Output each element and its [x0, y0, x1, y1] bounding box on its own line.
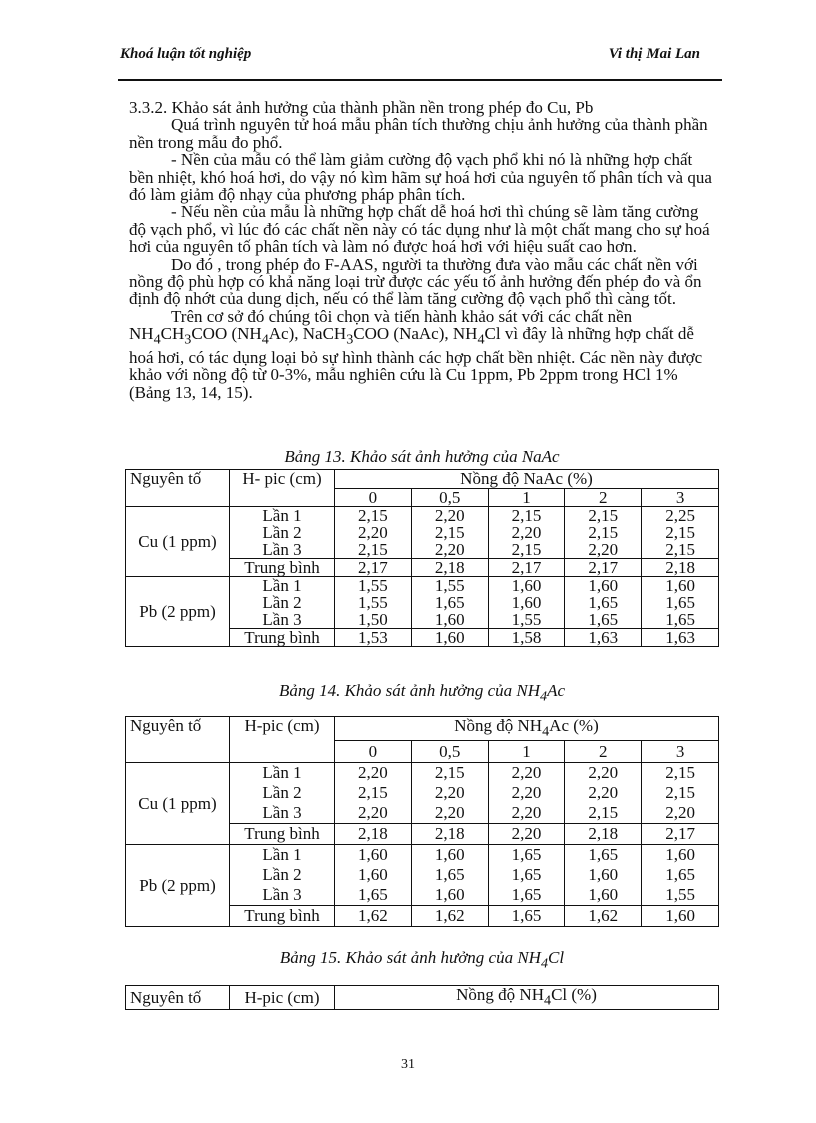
value-cell: 1,65: [335, 885, 412, 906]
value-cell: 1,65: [565, 611, 642, 629]
value-cell: 2,20: [335, 803, 412, 824]
element-cell: Pb (2 ppm): [126, 845, 230, 927]
col-header-concentration: Nồng độ $NH_4Cl$ (%): [335, 986, 719, 1010]
table-15: [125, 985, 719, 1010]
average-label: Trung bình: [230, 906, 335, 927]
value-cell: 1,60: [488, 594, 565, 611]
average-label: Trung bình: [230, 824, 335, 845]
average-value: 2,18: [335, 824, 412, 845]
table-13: [125, 469, 719, 647]
value-cell: 2,15: [335, 507, 412, 525]
table-14: [125, 716, 719, 927]
average-value: 1,62: [565, 906, 642, 927]
value-cell: 2,15: [335, 541, 412, 559]
header-rule: [118, 79, 722, 81]
value-cell: 2,15: [642, 541, 719, 559]
table-13-caption: Bảng 13. Khảo sát ảnh hưởng của NaAc: [284, 447, 560, 466]
paragraph: - Nền của mẫu có thể làm giảm cường độ vạch phổ khi nó là những hợp chất bền nhiệt, khó hoá hơi, do vậy nó kìm hãm sự hoá hơi của nguyên tố phân tích và qua đó làm giảm độ nhạy của phương pháp phân tích.: [129, 150, 712, 205]
value-cell: 1,60: [411, 845, 488, 866]
value-cell: 1,60: [565, 885, 642, 906]
value-cell: 1,65: [488, 865, 565, 885]
value-cell: 2,15: [565, 507, 642, 525]
table-15-caption: Bảng 15. Khảo sát ảnh hưởng của $NH_4Cl$: [279, 948, 565, 972]
table-row: [126, 507, 719, 525]
conc-header: 0: [335, 741, 412, 763]
paragraph: - Nếu nền của mẫu là những hợp chất dễ hoá hơi thì chúng sẽ làm tăng cường độ vạch phổ, vì lúc đó các chất nền này có tác dụng như là một chất mang cho sự hoá hơi của nguyên tố phân tích và làm nó được hoá hơi với hiệu suất cao hơn.: [129, 202, 710, 257]
replicate-label: Lần 2: [230, 865, 335, 885]
conc-header: 1: [488, 741, 565, 763]
col-header-peak: H- pic (cm): [230, 470, 335, 507]
table-row: [126, 845, 719, 866]
value-cell: 2,20: [565, 541, 642, 559]
value-cell: 2,15: [642, 763, 719, 784]
value-cell: 2,20: [565, 763, 642, 784]
value-cell: 1,65: [411, 594, 488, 611]
average-value: 1,60: [642, 906, 719, 927]
replicate-label: Lần 1: [230, 577, 335, 595]
value-cell: 1,65: [642, 594, 719, 611]
element-cell: Pb (2 ppm): [126, 577, 230, 647]
value-cell: 1,60: [565, 865, 642, 885]
average-value: 2,17: [642, 824, 719, 845]
conc-header: 0: [335, 489, 412, 507]
value-cell: 2,15: [488, 541, 565, 559]
average-value: 1,53: [335, 629, 412, 647]
replicate-label: Lần 2: [230, 783, 335, 803]
col-header-peak: H-pic (cm): [230, 717, 335, 763]
average-value: 1,63: [565, 629, 642, 647]
replicate-label: Lần 2: [230, 594, 335, 611]
average-value: 2,18: [642, 559, 719, 577]
average-value: 2,18: [411, 824, 488, 845]
value-cell: 1,60: [411, 885, 488, 906]
value-cell: 1,65: [642, 865, 719, 885]
conc-header: 2: [565, 489, 642, 507]
value-cell: 2,15: [642, 524, 719, 541]
paragraph: Trên cơ sở đó chúng tôi chọn và tiến hành khảo sát với các chất nền $NH_4CH_3COO$ $(NH_4Ac)$, NaCH$_3$COO (NaAc), $NH_4Cl$ vì đây là những hợp chất dễ hoá hơi, có tác dụng loại bỏ sự hình thành các hợp chất bền nhiệt. Các nền này được khảo với nồng độ từ 0-3%, mẫu nghiên cứu là Cu 1ppm, Pb 2ppm trong HCl 1% (Bảng 13, 14, 15).: [129, 306, 703, 402]
col-header-element: Nguyên tố: [126, 986, 230, 1010]
value-cell: 1,50: [335, 611, 412, 629]
col-header-element: Nguyên tố: [126, 470, 230, 507]
value-cell: 2,15: [642, 783, 719, 803]
value-cell: 1,60: [335, 845, 412, 866]
value-cell: 1,60: [411, 611, 488, 629]
value-cell: 2,20: [488, 783, 565, 803]
value-cell: 2,20: [488, 803, 565, 824]
value-cell: 2,25: [642, 507, 719, 525]
value-cell: 2,15: [335, 783, 412, 803]
value-cell: 1,65: [488, 885, 565, 906]
value-cell: 1,60: [565, 577, 642, 595]
value-cell: 2,20: [565, 783, 642, 803]
conc-header: 0,5: [411, 741, 488, 763]
value-cell: 1,60: [642, 845, 719, 866]
col-header-concentration: Nồng độ $NH_4Ac$ (%): [335, 717, 719, 741]
replicate-label: Lần 2: [230, 524, 335, 541]
element-cell: Cu (1 ppm): [126, 507, 230, 577]
value-cell: 2,20: [411, 507, 488, 525]
replicate-label: Lần 3: [230, 803, 335, 824]
value-cell: 1,55: [488, 611, 565, 629]
value-cell: 2,20: [642, 803, 719, 824]
page-number: 31: [401, 1057, 415, 1072]
table-row: [126, 577, 719, 595]
average-value: 1,63: [642, 629, 719, 647]
conc-header: 3: [642, 489, 719, 507]
value-cell: 1,55: [335, 577, 412, 595]
average-value: 2,20: [488, 824, 565, 845]
col-header-element: Nguyên tố: [126, 717, 230, 763]
paragraph: Do đó , trong phép đo F-AAS, người ta thường đưa vào mẫu các chất nền với nồng độ phù hợp có khả năng loại trừ được các yếu tố ảnh hưởng đến phép đo và ổn định độ nhớt của dung dịch, nếu có thể làm tăng cường độ vạch phổ thì càng tốt.: [129, 254, 702, 309]
conc-header: 2: [565, 741, 642, 763]
section-heading: 3.3.2. Khảo sát ảnh hưởng của thành phần nền trong phép đo Cu, Pb: [129, 98, 594, 117]
value-cell: 1,55: [411, 577, 488, 595]
value-cell: 1,65: [488, 845, 565, 866]
value-cell: 2,15: [565, 803, 642, 824]
replicate-label: Lần 1: [230, 845, 335, 866]
replicate-label: Lần 3: [230, 541, 335, 559]
conc-header: 1: [488, 489, 565, 507]
value-cell: 2,15: [565, 524, 642, 541]
value-cell: 1,60: [335, 865, 412, 885]
average-value: 2,18: [565, 824, 642, 845]
average-value: 2,17: [565, 559, 642, 577]
replicate-label: Lần 3: [230, 885, 335, 906]
replicate-label: Lần 1: [230, 507, 335, 525]
value-cell: 2,15: [488, 507, 565, 525]
replicate-label: Lần 3: [230, 611, 335, 629]
header-left-title: Khoá luận tốt nghiệp: [120, 46, 252, 62]
paragraph: Quá trình nguyên tử hoá mẫu phân tích thường chịu ảnh hưởng của thành phần nền trong mẫu đo phổ.: [129, 115, 708, 152]
value-cell: 1,65: [565, 594, 642, 611]
value-cell: 1,55: [335, 594, 412, 611]
body-text: [129, 99, 719, 401]
value-cell: 1,60: [642, 577, 719, 595]
value-cell: 2,15: [411, 763, 488, 784]
average-value: 1,62: [335, 906, 412, 927]
value-cell: 2,20: [488, 524, 565, 541]
value-cell: 2,20: [411, 783, 488, 803]
value-cell: 2,20: [335, 524, 412, 541]
replicate-label: Lần 1: [230, 763, 335, 784]
table-14-caption: Bảng 14. Khảo sát ảnh hưởng của $NH_4Ac$: [278, 681, 566, 705]
value-cell: 1,60: [488, 577, 565, 595]
value-cell: 2,20: [488, 763, 565, 784]
conc-header: 0,5: [411, 489, 488, 507]
average-value: 2,17: [335, 559, 412, 577]
value-cell: 1,55: [642, 885, 719, 906]
value-cell: 1,65: [642, 611, 719, 629]
value-cell: 2,20: [411, 541, 488, 559]
value-cell: 2,20: [335, 763, 412, 784]
col-header-concentration: Nồng độ NaAc (%): [335, 470, 719, 489]
header-author: Vi thị Mai Lan: [608, 46, 700, 62]
average-value: 2,18: [411, 559, 488, 577]
table-row: [126, 763, 719, 784]
average-value: 1,60: [411, 629, 488, 647]
conc-header: 3: [642, 741, 719, 763]
element-cell: Cu (1 ppm): [126, 763, 230, 845]
average-value: 2,17: [488, 559, 565, 577]
average-value: 1,58: [488, 629, 565, 647]
average-label: Trung bình: [230, 559, 335, 577]
average-value: 1,62: [411, 906, 488, 927]
col-header-peak: H-pic (cm): [230, 986, 335, 1010]
average-label: Trung bình: [230, 629, 335, 647]
value-cell: 2,20: [411, 803, 488, 824]
average-value: 1,65: [488, 906, 565, 927]
value-cell: 1,65: [565, 845, 642, 866]
value-cell: 2,15: [411, 524, 488, 541]
value-cell: 1,65: [411, 865, 488, 885]
